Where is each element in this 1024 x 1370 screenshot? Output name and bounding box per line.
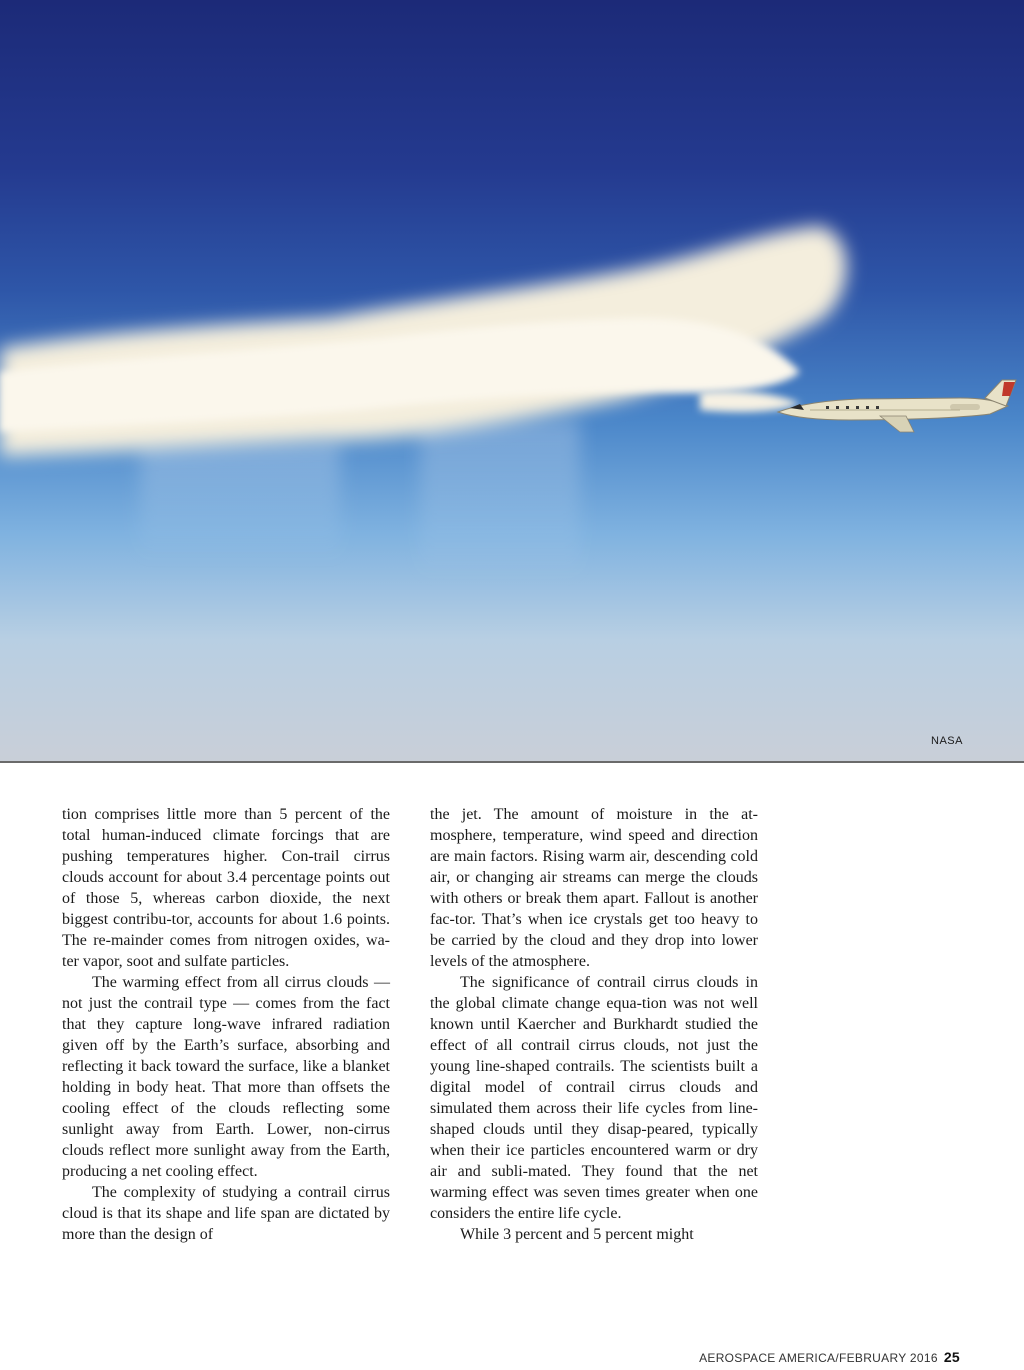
paragraph: The significance of contrail cirrus clouds in the global climate change equa-tion was not well known until Kaercher and Burkhardt studied the effect of all contrail cirrus clouds, not just the young line-shaped contrails. The scientists built a digital model of contrail cirrus clouds and simulated them across their life cycles from line-shaped clouds until they disap-peared, typically when their ice particles encountered warm or dry air and subli-mated. They found that the net warming effect was seven times greater when one considers the entire life cycle. [430,974,758,1222]
photo-credit: NASA [931,735,963,747]
publication-line: AEROSPACE AMERICA/FEBRUARY 2016 [699,1351,938,1365]
right-column [430,804,758,1245]
page-number: 25 [943,1349,960,1365]
paragraph: The warming effect from all cirrus clouds — not just the contrail type — comes from the fact that they capture long-wave infrared radiation given off by the Earth’s surface, absorbing and reflecting it back toward the surface, like a blanket holding in body heat. That more than offsets the cooling effect of the clouds reflecting some sunlight away from Earth. Lower, non-cirrus clouds reflect more sunlight away from the Earth, producing a net cooling effect. [62,974,390,1180]
jet-aircraft [778,380,1016,432]
paragraph: While 3 percent and 5 percent might [460,1226,694,1243]
photo-divider [0,761,1024,763]
contrail-tail [700,391,800,412]
paragraph: the jet. The amount of moisture in the at-mosphere, temperature, wind speed and direction are main factors. Rising warm air, descending cold air, or changing air streams can merge the clouds with others or break them apart. Fallout is another fac-tor. That’s when ice crystals get too heavy to be carried by the cloud and they drop into lower levels of the atmosphere. [430,806,758,970]
fallstreak [420,420,580,580]
fallstreak [140,440,340,560]
paragraph: The complexity of studying a contrail cirrus cloud is that its shape and life span are dictated by more than the design of [62,1184,390,1243]
left-column [62,804,390,1245]
paragraph: tion comprises little more than 5 percent of the total human-induced climate forcings that are pushing temperatures higher. Con-trail cirrus clouds account for about 3.4 percentage points out of those 5, whereas carbon dioxide, the next biggest contribu-tor, accounts for about 1.6 points. The re-mainder comes from nitrogen oxides, wa-ter vapor, soot and sulfate particles. [62,806,390,970]
page-footer [699,1349,960,1365]
